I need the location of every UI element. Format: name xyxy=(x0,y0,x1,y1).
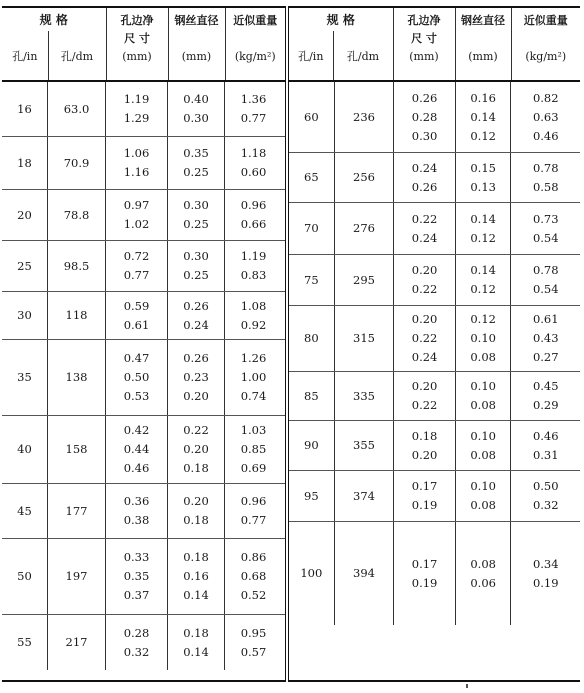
left-group-row xyxy=(2,539,285,615)
aperture-value: 0.33 xyxy=(123,550,150,564)
holes-per-dm: 197 xyxy=(65,569,88,583)
aperture-value: 0.26 xyxy=(411,179,438,194)
holes-per-inch: 16 xyxy=(17,101,32,116)
aperture-value: 0.44 xyxy=(123,442,150,456)
aperture-value: 0.77 xyxy=(123,268,150,282)
aperture-value: 0.24 xyxy=(411,350,438,364)
weight-value: 0.31 xyxy=(532,447,559,462)
weight-value: 0.68 xyxy=(240,569,267,583)
holes-per-inch: 60 xyxy=(304,109,319,124)
right-group-row xyxy=(289,255,580,306)
weight-value: 0.78 xyxy=(532,160,559,175)
wire-diameter-value: 0.10 xyxy=(470,331,496,345)
header-wire-left: 钢丝直径 (mm) xyxy=(168,7,225,81)
weight-value: 0.96 xyxy=(240,494,267,508)
aperture-value: 0.22 xyxy=(411,282,438,296)
wire-diameter-value: 0.08 xyxy=(470,498,496,512)
aperture-value: 0.20 xyxy=(411,447,438,462)
weight-value: 0.83 xyxy=(240,268,267,282)
weight-value: 0.54 xyxy=(532,230,559,245)
holes-per-inch: 18 xyxy=(17,155,32,170)
left-group-row xyxy=(2,241,285,292)
weight-value: 0.46 xyxy=(532,128,559,143)
holes-per-inch: 65 xyxy=(304,170,319,184)
holes-per-dm: 315 xyxy=(353,331,375,345)
wire-diameter-value: 0.13 xyxy=(470,179,496,194)
wire-diameter-value: 0.14 xyxy=(470,109,496,124)
weight-value: 0.34 xyxy=(532,556,559,571)
right-group-row xyxy=(289,372,580,421)
weight-value: 0.74 xyxy=(240,389,267,403)
left-group-row xyxy=(2,615,285,670)
header-holes-per-inch-right: 孔/in xyxy=(287,31,333,81)
weight-value: 1.19 xyxy=(240,249,267,263)
aperture-value: 0.47 xyxy=(123,351,150,365)
wire-diameter-value: 0.30 xyxy=(183,198,209,212)
left-group-row xyxy=(2,137,285,190)
aperture-value: 0.24 xyxy=(411,230,438,245)
holes-per-dm: 335 xyxy=(353,388,375,403)
wire-diameter-value: 0.14 xyxy=(183,588,209,602)
weight-value: 1.00 xyxy=(240,370,267,384)
holes-per-dm: 355 xyxy=(353,438,375,452)
holes-per-dm: 394 xyxy=(353,566,375,580)
holes-per-dm: 276 xyxy=(353,221,375,235)
right-group-row xyxy=(289,522,580,625)
holes-per-dm: 217 xyxy=(65,635,88,649)
header-holes-per-dm-right: 孔/dm xyxy=(333,31,393,81)
header-spec-right: 规 格 xyxy=(287,7,393,31)
holes-per-dm: 63.0 xyxy=(63,101,90,116)
aperture-value: 0.46 xyxy=(123,461,150,475)
holes-per-dm: 177 xyxy=(65,503,88,518)
wire-diameter-value: 0.12 xyxy=(470,282,496,296)
holes-per-inch: 50 xyxy=(17,569,32,583)
left-group-row xyxy=(2,82,285,137)
header-aperture-right: 孔边净 尺 寸 (mm) xyxy=(393,7,455,81)
right-group-row xyxy=(289,306,580,372)
holes-per-inch: 45 xyxy=(17,503,32,518)
wire-diameter-value: 0.26 xyxy=(183,351,209,365)
aperture-value: 0.61 xyxy=(123,317,150,332)
wire-diameter-value: 0.40 xyxy=(183,92,209,106)
wire-diameter-value: 0.16 xyxy=(470,90,496,105)
weight-value: 1.03 xyxy=(240,423,267,437)
weight-value: 0.73 xyxy=(532,211,559,226)
weight-value: 0.95 xyxy=(240,625,267,640)
left-group-row xyxy=(2,340,285,416)
right-group-row xyxy=(289,153,580,203)
weight-value: 0.86 xyxy=(240,550,267,564)
left-group-row xyxy=(2,484,285,539)
weight-value: 0.66 xyxy=(240,217,267,231)
weight-value: 0.77 xyxy=(240,111,267,125)
page-mark xyxy=(466,684,468,688)
aperture-value: 0.50 xyxy=(123,370,150,384)
left-groups xyxy=(2,82,285,670)
wire-diameter-value: 0.12 xyxy=(470,128,496,143)
aperture-value: 0.28 xyxy=(411,109,438,124)
weight-value: 0.82 xyxy=(532,90,559,105)
wire-diameter-value: 0.25 xyxy=(183,217,209,231)
holes-per-inch: 100 xyxy=(300,566,323,580)
holes-per-inch: 20 xyxy=(17,207,32,222)
wire-diameter-value: 0.10 xyxy=(470,428,496,443)
weight-value: 1.18 xyxy=(240,146,267,160)
aperture-value: 0.38 xyxy=(123,513,150,527)
aperture-value: 0.19 xyxy=(411,498,438,512)
weight-value: 0.54 xyxy=(532,282,559,296)
wire-diameter-value: 0.10 xyxy=(470,479,496,493)
wire-mesh-spec-table xyxy=(2,6,580,682)
right-half xyxy=(287,81,580,681)
wire-diameter-value: 0.25 xyxy=(183,165,209,179)
header-spec-left: 规 格 xyxy=(2,7,106,31)
weight-value: 0.29 xyxy=(532,398,559,412)
wire-diameter-value: 0.26 xyxy=(183,298,209,313)
weight-value: 0.50 xyxy=(532,479,559,493)
holes-per-dm: 138 xyxy=(65,370,88,384)
aperture-value: 0.30 xyxy=(411,128,438,143)
wire-diameter-value: 0.35 xyxy=(183,146,209,160)
weight-value: 0.85 xyxy=(240,442,267,456)
aperture-value: 0.22 xyxy=(411,331,438,345)
weight-value: 0.46 xyxy=(532,428,559,443)
weight-value: 0.77 xyxy=(240,513,267,527)
left-group-row xyxy=(2,292,285,340)
holes-per-inch: 85 xyxy=(304,388,319,403)
wire-diameter-value: 0.14 xyxy=(470,263,496,277)
right-group-row xyxy=(289,421,580,471)
left-group-row xyxy=(2,416,285,484)
holes-per-dm: 295 xyxy=(353,272,375,287)
aperture-value: 0.36 xyxy=(123,494,150,508)
aperture-value: 0.20 xyxy=(411,312,438,326)
weight-value: 1.08 xyxy=(240,298,267,313)
weight-value: 0.45 xyxy=(532,379,559,393)
aperture-value: 0.26 xyxy=(411,90,438,105)
aperture-value: 1.02 xyxy=(123,217,150,231)
holes-per-inch: 95 xyxy=(304,488,319,503)
wire-diameter-value: 0.12 xyxy=(470,312,496,326)
aperture-value: 0.37 xyxy=(123,588,150,602)
aperture-value: 1.06 xyxy=(123,146,150,160)
weight-value: 0.57 xyxy=(240,644,267,659)
wire-diameter-value: 0.18 xyxy=(183,461,209,475)
weight-value: 0.63 xyxy=(532,109,559,124)
weight-value: 0.43 xyxy=(532,331,559,345)
wire-diameter-value: 0.08 xyxy=(470,350,496,364)
aperture-value: 0.72 xyxy=(123,249,150,263)
aperture-value: 0.59 xyxy=(123,298,150,313)
holes-per-inch: 70 xyxy=(304,221,319,235)
holes-per-inch: 80 xyxy=(304,331,319,345)
wire-diameter-value: 0.20 xyxy=(183,389,209,403)
aperture-value: 0.20 xyxy=(411,263,438,277)
weight-value: 0.69 xyxy=(240,461,267,475)
holes-per-inch: 25 xyxy=(17,258,32,273)
header-wire-right: 钢丝直径 (mm) xyxy=(455,7,511,81)
wire-diameter-value: 0.20 xyxy=(183,494,209,508)
right-group-row xyxy=(289,82,580,153)
wire-diameter-value: 0.23 xyxy=(183,370,209,384)
aperture-value: 0.35 xyxy=(123,569,150,583)
aperture-value: 0.20 xyxy=(411,379,438,393)
wire-diameter-value: 0.24 xyxy=(183,317,209,332)
wire-diameter-value: 0.12 xyxy=(470,230,496,245)
holes-per-dm: 98.5 xyxy=(63,258,90,273)
wire-diameter-value: 0.15 xyxy=(470,160,496,175)
left-half xyxy=(2,81,287,681)
weight-value: 0.52 xyxy=(240,588,267,602)
header-holes-per-dm-left: 孔/dm xyxy=(48,31,106,81)
weight-value: 1.26 xyxy=(240,351,267,365)
header-aperture-left: 孔边净 尺 寸 (mm) xyxy=(106,7,168,81)
right-group-row xyxy=(289,203,580,255)
holes-per-dm: 158 xyxy=(65,442,88,456)
weight-value: 0.78 xyxy=(532,263,559,277)
aperture-value: 0.22 xyxy=(411,398,438,412)
wire-diameter-value: 0.18 xyxy=(183,625,209,640)
wire-diameter-value: 0.06 xyxy=(470,575,496,590)
holes-per-dm: 374 xyxy=(353,488,375,503)
weight-value: 0.27 xyxy=(532,350,559,364)
aperture-value: 1.29 xyxy=(123,111,150,125)
holes-per-inch: 35 xyxy=(17,370,32,384)
holes-per-inch: 55 xyxy=(17,635,32,649)
wire-diameter-value: 0.18 xyxy=(183,513,209,527)
aperture-value: 0.17 xyxy=(411,479,438,493)
aperture-value: 0.97 xyxy=(123,198,150,212)
holes-per-dm: 118 xyxy=(65,308,88,322)
holes-per-dm: 236 xyxy=(353,109,375,124)
wire-diameter-value: 0.25 xyxy=(183,268,209,282)
wire-diameter-value: 0.22 xyxy=(183,423,209,437)
wire-diameter-value: 0.10 xyxy=(470,379,496,393)
aperture-value: 0.32 xyxy=(123,644,150,659)
aperture-value: 0.42 xyxy=(123,423,150,437)
holes-per-inch: 90 xyxy=(304,438,319,452)
aperture-value: 0.53 xyxy=(123,389,150,403)
wire-diameter-value: 0.30 xyxy=(183,111,209,125)
aperture-value: 0.28 xyxy=(123,625,150,640)
aperture-value: 0.19 xyxy=(411,575,438,590)
wire-diameter-value: 0.18 xyxy=(183,550,209,564)
holes-per-dm: 78.8 xyxy=(63,207,90,222)
weight-value: 0.92 xyxy=(240,317,267,332)
holes-per-dm: 70.9 xyxy=(63,155,90,170)
holes-per-dm: 256 xyxy=(353,170,375,184)
aperture-value: 1.19 xyxy=(123,92,150,106)
wire-diameter-value: 0.14 xyxy=(470,211,496,226)
holes-per-inch: 30 xyxy=(17,308,32,322)
holes-per-inch: 40 xyxy=(17,442,32,456)
wire-diameter-value: 0.14 xyxy=(183,644,209,659)
weight-value: 0.58 xyxy=(532,179,559,194)
wire-diameter-value: 0.30 xyxy=(183,249,209,263)
wire-diameter-value: 0.08 xyxy=(470,398,496,412)
holes-per-inch: 75 xyxy=(304,272,319,287)
right-group-row xyxy=(289,471,580,522)
weight-value: 0.61 xyxy=(532,312,559,326)
header-holes-per-inch-left: 孔/in xyxy=(2,31,48,81)
weight-value: 0.32 xyxy=(532,498,559,512)
wire-diameter-value: 0.08 xyxy=(470,447,496,462)
right-groups xyxy=(289,82,580,625)
header-weight-right: 近似重量 (kg/m²) xyxy=(511,7,580,81)
left-group-row xyxy=(2,190,285,241)
weight-value: 0.96 xyxy=(240,198,267,212)
aperture-value: 0.24 xyxy=(411,160,438,175)
wire-diameter-value: 0.20 xyxy=(183,442,209,456)
aperture-value: 1.16 xyxy=(123,165,150,179)
weight-value: 0.60 xyxy=(240,165,267,179)
wire-diameter-value: 0.08 xyxy=(470,556,496,571)
weight-value: 0.19 xyxy=(532,575,559,590)
aperture-value: 0.17 xyxy=(411,556,438,571)
aperture-value: 0.22 xyxy=(411,211,438,226)
header-weight-left: 近似重量 (kg/m²) xyxy=(225,7,287,81)
wire-diameter-value: 0.16 xyxy=(183,569,209,583)
weight-value: 1.36 xyxy=(240,92,267,106)
aperture-value: 0.18 xyxy=(411,428,438,443)
